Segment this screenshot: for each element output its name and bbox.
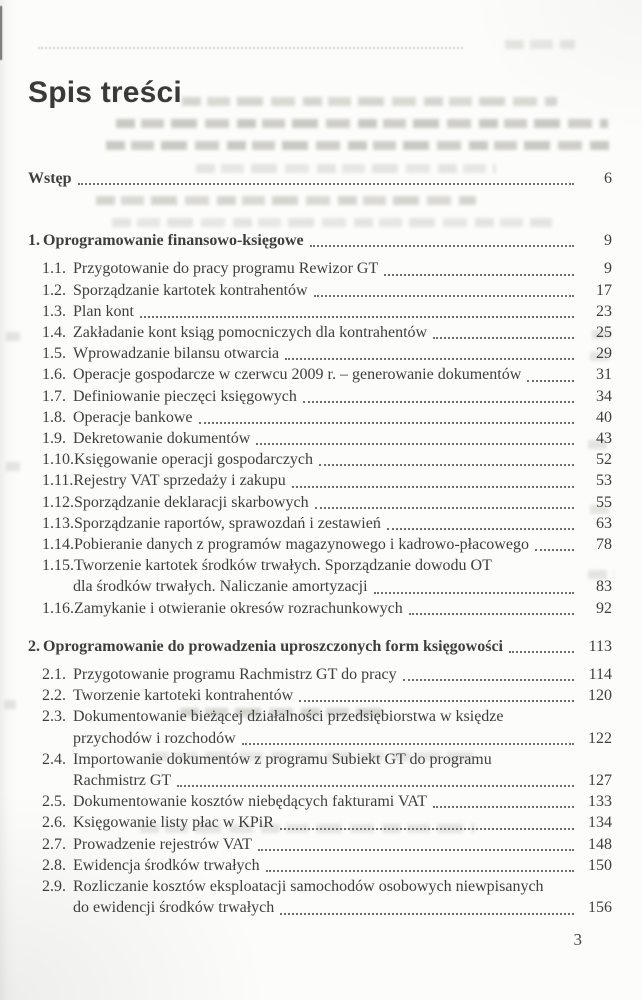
entry-number: 2.8. <box>42 856 66 874</box>
showthrough-text <box>106 141 611 150</box>
entry-number: 1.15. <box>42 557 74 575</box>
entry-label: Oprogramowanie do prowadzenia uproszczonych form księgowości <box>43 637 503 655</box>
entry-page: 40 <box>596 408 612 426</box>
toc-entry <box>28 855 612 876</box>
entry-number: 1.2. <box>42 281 66 299</box>
entry-page: 34 <box>596 387 612 405</box>
entry-label: Prowadzenie rejestrów VAT <box>73 835 252 853</box>
leader-dots <box>280 828 574 830</box>
toc-entry <box>28 343 612 364</box>
scan-edge-mark <box>0 6 2 60</box>
entry-label: Operacje gospodarcze w czerwcu 2009 r. – generowanie dokumentów <box>73 366 522 384</box>
toc-entry <box>28 791 612 812</box>
leader-dots <box>409 613 574 615</box>
toc-entry-front-matter <box>28 168 612 189</box>
entry-page: 17 <box>596 281 612 299</box>
toc-entry-continuation <box>28 770 612 791</box>
leader-dots <box>387 528 574 530</box>
entry-number: 1.4. <box>42 324 66 342</box>
toc-entry <box>28 812 612 833</box>
entry-number: 1.3. <box>42 302 66 320</box>
entry-label: Zakładanie kont ksiąg pomocniczych dla kontrahentów <box>73 324 428 342</box>
leader-dots <box>258 849 574 851</box>
entry-page: 120 <box>588 687 612 705</box>
leader-dots <box>509 651 574 653</box>
entry-label: Sporządzanie deklaracji skarbowych <box>74 493 309 511</box>
leader-dots <box>527 380 574 382</box>
entry-page: 31 <box>596 366 612 384</box>
entry-label: Wstęp <box>28 170 72 187</box>
entry-page: 52 <box>596 451 612 469</box>
section-items <box>28 664 612 918</box>
entry-label: do ewidencji środków trwałych <box>73 899 275 917</box>
entry-page: 23 <box>596 302 612 320</box>
entry-label: Operacje bankowe <box>73 408 193 426</box>
toc-entry <box>28 706 612 727</box>
entry-page: 29 <box>596 345 612 363</box>
entry-page: 25 <box>596 324 612 342</box>
leader-dots <box>280 913 574 915</box>
entry-number: 2. <box>28 637 40 655</box>
entry-label: Przygotowanie do pracy programu Rewizor GT <box>73 260 379 278</box>
showthrough-text <box>116 119 608 128</box>
entry-page: 127 <box>588 772 612 790</box>
entry-label: Importowanie dokumentów z programu Subiekt GT do programu <box>73 750 492 768</box>
toc-entry <box>28 301 612 322</box>
entry-label: Ewidencja środków trwałych <box>73 856 260 874</box>
entry-label: Oprogramowanie finansowo-księgowe <box>43 232 304 250</box>
leader-dots <box>374 592 574 594</box>
entry-page: 148 <box>588 835 612 853</box>
entry-number: 1.10. <box>42 451 74 469</box>
entry-number: 1.14. <box>42 536 74 554</box>
toc-entry <box>28 364 612 385</box>
entry-number: 2.4. <box>42 750 66 768</box>
entry-label: Zamykanie i otwieranie okresów rozrachunkowych <box>74 599 403 617</box>
toc-entry <box>28 513 612 534</box>
entry-label: przychodów i rozchodów <box>73 729 236 747</box>
entry-number: 1.13. <box>42 514 74 532</box>
toc-entry-continuation <box>28 728 612 749</box>
toc-entry <box>28 386 612 407</box>
toc-entry <box>28 492 612 513</box>
entry-page: 150 <box>588 856 612 874</box>
entry-label: Pobieranie danych z programów magazynowego i kadrowo-płacowego <box>74 536 529 554</box>
entry-label: Tworzenie kartotek środków trwałych. Sporządzanie dowodu OT <box>74 557 492 575</box>
leader-dots <box>78 183 574 185</box>
toc-entry <box>28 449 612 470</box>
toc-entry <box>28 407 612 428</box>
entry-page: 6 <box>604 170 612 187</box>
leader-dots <box>292 486 574 488</box>
entry-number: 1.16. <box>42 599 74 617</box>
toc-entry-continuation <box>28 576 612 597</box>
leader-dots <box>140 316 574 318</box>
toc-entry <box>28 555 612 576</box>
entry-page: 156 <box>588 899 612 917</box>
entry-label: Przygotowanie programu Rachmistrz GT do pracy <box>73 666 397 684</box>
entry-page: 114 <box>588 666 612 684</box>
entry-label: Dekretowanie dokumentów <box>73 430 251 448</box>
entry-page: 113 <box>588 637 612 655</box>
entry-label: Tworzenie kartoteki kontrahentów <box>73 687 294 705</box>
entry-number: 2.9. <box>42 878 66 896</box>
leader-dots <box>303 401 574 403</box>
entry-page: 122 <box>588 729 612 747</box>
entry-page: 9 <box>604 232 612 250</box>
entry-label: Księgowanie listy płac w KPiR <box>73 814 274 832</box>
toc-section <box>28 230 612 619</box>
entry-page: 43 <box>596 430 612 448</box>
leader-dots <box>384 274 574 276</box>
entry-page: 9 <box>604 260 612 278</box>
leader-dots <box>266 870 574 872</box>
toc-entry <box>28 322 612 343</box>
entry-number: 2.1. <box>42 666 66 684</box>
leader-dots <box>433 337 574 339</box>
leader-dots <box>285 358 574 360</box>
entry-label: Rejestry VAT sprzedaży i zakupu <box>73 472 286 490</box>
table-of-contents <box>0 168 642 919</box>
entry-page: 63 <box>596 514 612 532</box>
entry-label: Księgowanie operacji gospodarczych <box>74 451 314 469</box>
entry-label: Wprowadzanie bilansu otwarcia <box>73 345 280 363</box>
toc-entry <box>28 280 612 301</box>
leader-dots <box>535 549 574 551</box>
leader-dots <box>433 806 574 808</box>
entry-page: 78 <box>596 536 612 554</box>
entry-label: Rozliczanie kosztów eksploatacji samochodów osobowych niewpisanych <box>73 878 544 896</box>
toc-entry <box>28 876 612 897</box>
section-items <box>28 258 612 618</box>
toc-section <box>28 636 612 919</box>
leader-dots <box>315 507 574 509</box>
page-title: Spis treści <box>28 76 182 109</box>
entry-number: 2.2. <box>42 687 66 705</box>
entry-number: 2.6. <box>42 814 66 832</box>
entry-label: Rachmistrz GT <box>73 772 172 790</box>
entry-label: dla środków trwałych. Naliczanie amortyzacji <box>73 578 368 596</box>
toc-entry <box>28 258 612 279</box>
entry-number: 1.5. <box>42 345 66 363</box>
entry-number: 1.7. <box>42 387 66 405</box>
entry-number: 2.7. <box>42 835 66 853</box>
entry-label: Dokumentowanie bieżącej działalności przedsiębiorstwa w księdze <box>73 708 504 726</box>
entry-page: 53 <box>596 472 612 490</box>
leader-dots <box>242 743 574 745</box>
leader-dots <box>310 245 574 247</box>
entry-number: 2.5. <box>42 793 66 811</box>
entry-number: 2.3. <box>42 708 66 726</box>
entry-label: Plan kont <box>73 302 134 320</box>
folio-page-number: 3 <box>573 930 582 949</box>
leader-dots <box>403 679 574 681</box>
leader-dots <box>319 464 574 466</box>
showthrough-text <box>505 40 575 49</box>
entry-page: 92 <box>596 599 612 617</box>
entry-number: 1.8. <box>42 408 66 426</box>
toc-entry <box>28 470 612 491</box>
entry-number: 1.1. <box>42 260 66 278</box>
showthrough-dotted-line <box>38 47 463 49</box>
entry-number: 1.9. <box>42 430 66 448</box>
toc-entry <box>28 534 612 555</box>
entry-label: Sporządzanie raportów, sprawozdań i zestawień <box>74 514 381 532</box>
leader-dots <box>199 422 575 424</box>
entry-page: 83 <box>596 578 612 596</box>
entry-number: 1. <box>28 232 40 250</box>
leader-dots <box>299 700 574 702</box>
leader-dots <box>177 785 574 787</box>
entry-label: Dokumentowanie kosztów niebędących fakturami VAT <box>73 793 427 811</box>
toc-section-heading <box>28 230 612 251</box>
entry-number: 1.6. <box>42 366 66 384</box>
leader-dots <box>256 443 574 445</box>
toc-entry <box>28 685 612 706</box>
toc-entry <box>28 428 612 449</box>
toc-sections <box>28 230 612 918</box>
entry-number: 1.12. <box>42 493 74 511</box>
entry-label: Sporządzanie kartotek kontrahentów <box>73 281 308 299</box>
toc-entry <box>28 664 612 685</box>
toc-section-heading <box>28 636 612 657</box>
entry-page: 133 <box>588 793 612 811</box>
entry-page: 55 <box>596 493 612 511</box>
toc-entry <box>28 598 612 619</box>
entry-number: 1.11. <box>42 472 74 490</box>
entry-page: 134 <box>588 814 612 832</box>
showthrough-text <box>182 97 557 106</box>
toc-entry <box>28 749 612 770</box>
toc-entry-continuation <box>28 897 612 918</box>
entry-label: Definiowanie pieczęci księgowych <box>73 387 297 405</box>
leader-dots <box>314 295 574 297</box>
toc-entry <box>28 834 612 855</box>
